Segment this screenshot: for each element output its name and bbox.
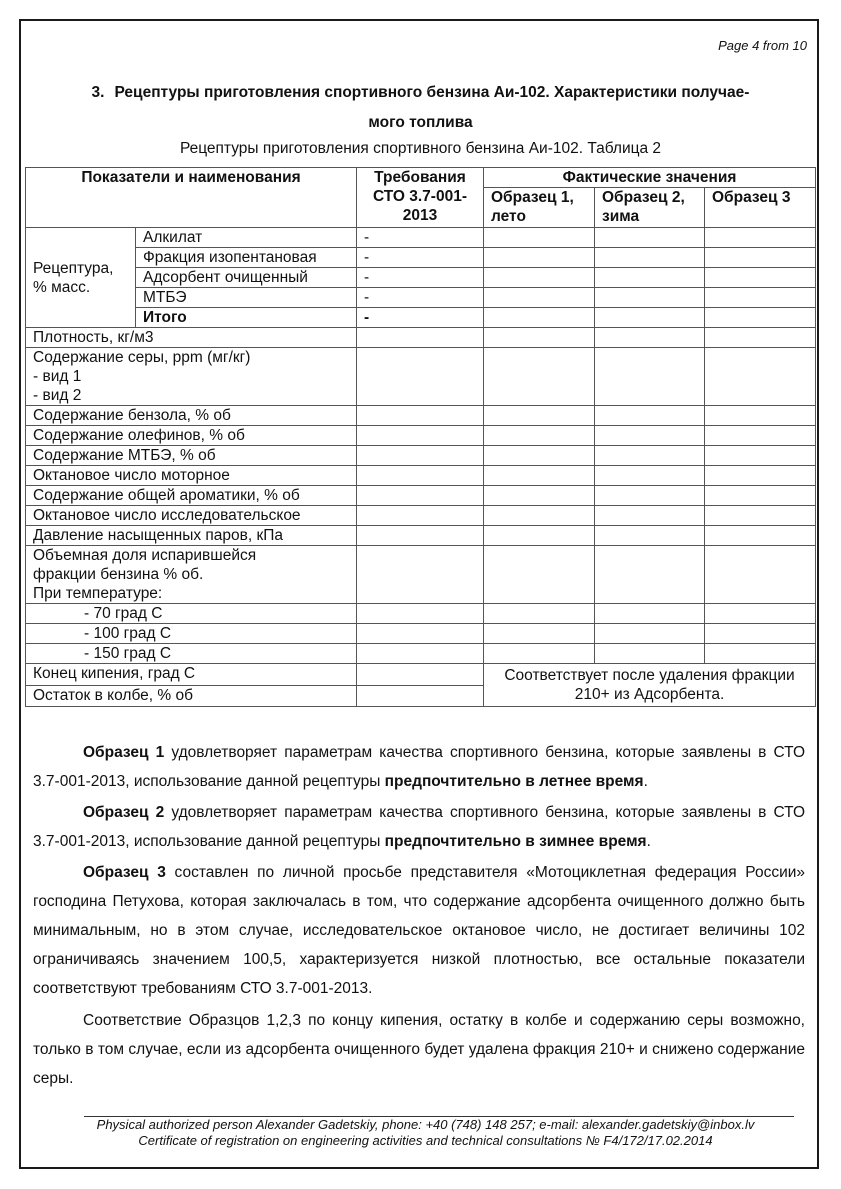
sample-value-2 bbox=[595, 308, 705, 328]
sample-value-2 bbox=[595, 446, 705, 466]
sample-value-2 bbox=[595, 328, 705, 348]
indicator-name bbox=[26, 348, 357, 406]
requirement-cell: - bbox=[357, 268, 484, 288]
table-row bbox=[26, 604, 816, 624]
sample-value-3 bbox=[705, 288, 816, 308]
table-row bbox=[26, 328, 816, 348]
recipe-table bbox=[25, 167, 816, 707]
component-name: МТБЭ bbox=[136, 288, 357, 308]
indicator-name: Октановое число моторное bbox=[26, 466, 357, 486]
sample-value-2 bbox=[595, 644, 705, 664]
requirement-cell bbox=[357, 604, 484, 624]
section-title-line2: мого топлива bbox=[368, 114, 473, 131]
sample-value-1 bbox=[484, 644, 595, 664]
sample-value-1 bbox=[484, 406, 595, 426]
sample-value-3 bbox=[705, 268, 816, 288]
indicator-name-line: При температуре: bbox=[33, 585, 163, 602]
sample-value-1 bbox=[484, 546, 595, 604]
section-heading bbox=[40, 78, 801, 138]
table-row bbox=[26, 248, 816, 268]
sample-value-2 bbox=[595, 268, 705, 288]
requirement-cell bbox=[357, 685, 484, 707]
paragraph-sample-2 bbox=[33, 798, 805, 856]
indicator-name: - 100 град С bbox=[26, 624, 357, 644]
table-row bbox=[26, 348, 816, 406]
component-name: Фракция изопентановая bbox=[136, 248, 357, 268]
sample-value-3 bbox=[705, 506, 816, 526]
sample-value-2 bbox=[595, 406, 705, 426]
header-indicators: Показатели и наименования bbox=[26, 168, 357, 228]
paragraph-compliance bbox=[33, 1006, 805, 1093]
sample-value-3 bbox=[705, 308, 816, 328]
indicator-name: Остаток в колбе, % об bbox=[26, 685, 357, 707]
sample-value-2 bbox=[595, 506, 705, 526]
indicator-name: Конец кипения, град С bbox=[26, 664, 357, 686]
table-row bbox=[26, 446, 816, 466]
indicator-name: Давление насыщенных паров, кПа bbox=[26, 526, 357, 546]
sample-value-1 bbox=[484, 446, 595, 466]
sample-value-1 bbox=[484, 466, 595, 486]
paragraph-lead: Образец 2 bbox=[83, 804, 165, 821]
section-title-line1: Рецептуры приготовления спортивного бензина Аи-102. Характеристики получае- bbox=[114, 84, 750, 101]
requirement-cell bbox=[357, 328, 484, 348]
requirement-cell bbox=[357, 526, 484, 546]
requirement-cell bbox=[357, 426, 484, 446]
sample-value-2 bbox=[595, 248, 705, 268]
sample-value-3 bbox=[705, 624, 816, 644]
header-sample-3: Образец 3 bbox=[705, 188, 816, 228]
sample-value-1 bbox=[484, 426, 595, 446]
sample-value-2 bbox=[595, 486, 705, 506]
paragraph-lead: Образец 1 bbox=[83, 744, 165, 761]
paragraph-text: удовлетворяет параметрам качества спортивного бензина, которые заявлены в СТО 3.7-001-2013, использование данной рецептуры bbox=[33, 804, 805, 850]
requirement-cell bbox=[357, 466, 484, 486]
table-row bbox=[26, 466, 816, 486]
sample-value-3 bbox=[705, 228, 816, 248]
table-caption: Рецептуры приготовления спортивного бензина Аи-102. Таблица 2 bbox=[179, 140, 662, 157]
indicator-name: Октановое число исследовательское bbox=[26, 506, 357, 526]
indicator-name-line: - вид 2 bbox=[33, 387, 82, 404]
requirement-cell bbox=[357, 486, 484, 506]
indicator-name: Содержание общей ароматики, % об bbox=[26, 486, 357, 506]
footer-contact: Physical authorized person Alexander Gadetskiy, phone: +40 (748) 148 257; e-mail: alexander.gadetskiy@inbox.lv bbox=[96, 1117, 755, 1132]
sample-value-3 bbox=[705, 526, 816, 546]
paragraph-lead: Образец 3 bbox=[83, 864, 166, 881]
sample-value-1 bbox=[484, 526, 595, 546]
sample-value-1 bbox=[484, 308, 595, 328]
table-row bbox=[26, 426, 816, 446]
requirement-cell bbox=[357, 546, 484, 604]
merged-note: Соответствует после удаления фракции 210+ из Адсорбента. bbox=[484, 664, 816, 707]
indicator-name-line: Содержание серы, ppm (мг/кг) bbox=[33, 349, 251, 366]
indicator-name-line: фракции бензина % об. bbox=[33, 566, 204, 583]
sample-value-3 bbox=[705, 486, 816, 506]
sample-value-1 bbox=[484, 624, 595, 644]
requirement-cell: - bbox=[357, 288, 484, 308]
indicator-name: Содержание бензола, % об bbox=[26, 406, 357, 426]
sample-value-2 bbox=[595, 624, 705, 644]
sample-value-3 bbox=[705, 328, 816, 348]
requirement-cell bbox=[357, 644, 484, 664]
requirement-cell bbox=[357, 664, 484, 686]
indicator-name: - 70 град С bbox=[26, 604, 357, 624]
table-row bbox=[26, 644, 816, 664]
sample-value-3 bbox=[705, 248, 816, 268]
paragraph-end: . bbox=[643, 773, 648, 790]
sample-value-3 bbox=[705, 466, 816, 486]
requirement-cell bbox=[357, 446, 484, 466]
sample-value-2 bbox=[595, 426, 705, 446]
paragraph-text: удовлетворяет параметрам качества спортивного бензина, которые заявлены в СТО 3.7-001-2013, использование данной рецептуры bbox=[33, 744, 805, 790]
component-name: Итого bbox=[136, 308, 357, 328]
table-row bbox=[26, 546, 816, 604]
paragraph-emphasis: предпочтительно в зимнее время bbox=[384, 833, 647, 850]
indicator-name: - 150 град С bbox=[26, 644, 357, 664]
table-row bbox=[26, 406, 816, 426]
paragraph-emphasis: предпочтительно в летнее время bbox=[384, 773, 644, 790]
sample-value-2 bbox=[595, 466, 705, 486]
paragraph-sample-3 bbox=[33, 858, 805, 1003]
table-row bbox=[26, 486, 816, 506]
requirement-cell bbox=[357, 348, 484, 406]
table-row bbox=[26, 526, 816, 546]
recipe-group-label: Рецептура, % масс. bbox=[26, 228, 136, 328]
sample-value-1 bbox=[484, 248, 595, 268]
indicator-name bbox=[26, 546, 357, 604]
sample-value-1 bbox=[484, 486, 595, 506]
requirement-cell: - bbox=[357, 228, 484, 248]
indicator-name-line: - вид 1 bbox=[33, 368, 82, 385]
requirement-cell: - bbox=[357, 248, 484, 268]
footer-certificate: Certificate of registration on engineering activities and technical consultations № F4/172/17.02.2014 bbox=[138, 1133, 713, 1148]
sample-value-3 bbox=[705, 426, 816, 446]
component-name: Алкилат bbox=[136, 228, 357, 248]
requirement-cell bbox=[357, 624, 484, 644]
table-row bbox=[26, 624, 816, 644]
sample-value-3 bbox=[705, 604, 816, 624]
table-row bbox=[26, 308, 816, 328]
header-actual-values: Фактические значения bbox=[484, 168, 816, 188]
sample-value-2 bbox=[595, 546, 705, 604]
sample-value-1 bbox=[484, 228, 595, 248]
table-row bbox=[26, 288, 816, 308]
sample-value-2 bbox=[595, 228, 705, 248]
indicator-name: Содержание МТБЭ, % об bbox=[26, 446, 357, 466]
table-row bbox=[26, 664, 816, 686]
sample-value-1 bbox=[484, 348, 595, 406]
paragraph-text: Соответствие Образцов 1,2,3 по концу кипения, остатку в колбе и содержанию серы возможно, только в том случае, если из адсорбента очищенного будет удалена фракция 210+ и снижено содержание серы. bbox=[33, 1012, 805, 1087]
requirement-cell bbox=[357, 506, 484, 526]
sample-value-1 bbox=[484, 288, 595, 308]
indicator-name: Содержание олефинов, % об bbox=[26, 426, 357, 446]
component-name: Адсорбент очищенный bbox=[136, 268, 357, 288]
paragraph-sample-1 bbox=[33, 738, 805, 796]
page-number: Page 4 from 10 bbox=[718, 38, 807, 53]
table-row bbox=[26, 228, 816, 248]
header-requirements: Требования СТО 3.7-001-2013 bbox=[357, 168, 484, 228]
indicator-name-line: Объемная доля испарившейся bbox=[33, 547, 257, 564]
sample-value-1 bbox=[484, 268, 595, 288]
table-row bbox=[26, 506, 816, 526]
sample-value-1 bbox=[484, 506, 595, 526]
paragraph-end: . bbox=[646, 833, 651, 850]
indicator-name: Плотность, кг/м3 bbox=[26, 328, 357, 348]
table-row bbox=[26, 268, 816, 288]
requirement-cell bbox=[357, 406, 484, 426]
sample-value-3 bbox=[705, 348, 816, 406]
sample-value-2 bbox=[595, 348, 705, 406]
footer bbox=[40, 1117, 811, 1149]
sample-value-3 bbox=[705, 446, 816, 466]
sample-value-1 bbox=[484, 328, 595, 348]
requirement-cell: - bbox=[357, 308, 484, 328]
sample-value-3 bbox=[705, 406, 816, 426]
header-sample-2: Образец 2, зима bbox=[595, 188, 705, 228]
section-number: 3. bbox=[91, 84, 105, 101]
header-sample-1: Образец 1, лето bbox=[484, 188, 595, 228]
sample-value-3 bbox=[705, 644, 816, 664]
sample-value-2 bbox=[595, 288, 705, 308]
paragraph-text: составлен по личной просьбе представителя «Мотоциклетная федерация России» господина Петухова, которая заключалась в том, что содержание адсорбента очищенного должно быть минимальным, но в этом случае, исследовательское октановое число, не достигает величины 102 ограничиваясь значением 100,5, характеризуется низкой плотностью, все остальные показатели соответствуют требованиям СТО 3.7-001-2013. bbox=[33, 864, 806, 997]
sample-value-3 bbox=[705, 546, 816, 604]
sample-value-2 bbox=[595, 604, 705, 624]
sample-value-1 bbox=[484, 604, 595, 624]
sample-value-2 bbox=[595, 526, 705, 546]
